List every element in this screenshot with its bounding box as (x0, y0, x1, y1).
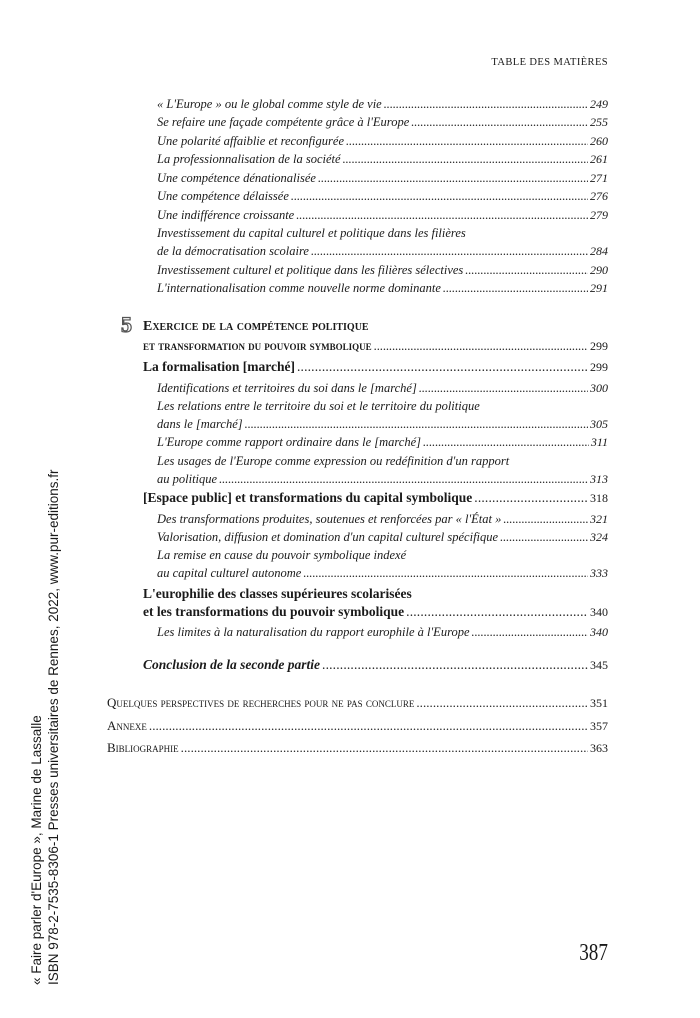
dot-leader (245, 415, 588, 433)
toc-entry-title: « L'Europe » ou le global comme style de vie (157, 97, 382, 111)
toc-entry-first-line: Investissement du capital culturel et politique dans les filières (157, 226, 466, 240)
toc-entry-title: Une compétence délaissée (157, 189, 289, 203)
dot-leader (296, 206, 588, 224)
page-number: 387 (579, 940, 608, 966)
toc-entry-title: Une polarité affaiblie et reconfigurée (157, 134, 344, 148)
dot-leader (416, 694, 588, 712)
back-matter-entry (107, 717, 608, 735)
toc-entry-page: 340 (590, 625, 608, 639)
dot-leader (346, 132, 588, 150)
conclusion-title: Conclusion de la seconde partie (143, 657, 321, 672)
back-matter-entry (107, 694, 608, 712)
toc-entry-title: Valorisation, diffusion et domination d'un capital culturel spécifique (157, 530, 499, 544)
dot-leader (297, 358, 588, 376)
dot-leader (474, 489, 588, 507)
dot-leader (181, 739, 588, 757)
toc-entry (157, 528, 608, 546)
credit-line-2: ISBN 978-2-7535-8306-1 Presses universitaires de Rennes, 2022, www.pur-editions.fr (46, 469, 61, 985)
dot-leader (303, 564, 588, 582)
dot-leader (406, 603, 588, 621)
toc-entry-page: 363 (590, 741, 608, 755)
toc-entry (157, 379, 608, 397)
toc-entry (157, 206, 608, 224)
chapter-title-entry (143, 337, 608, 355)
toc-entry-page: 345 (590, 658, 608, 672)
toc-entry-page: 276 (590, 189, 608, 203)
back-matter-title: Bibliographie (107, 740, 179, 755)
dot-leader (343, 150, 588, 168)
toc-entry (157, 623, 608, 641)
toc-entry-page: 300 (590, 381, 608, 395)
toc-entry-title: Une indifférence croissante (157, 208, 295, 222)
dot-leader (374, 337, 588, 355)
toc-entry-title: de la démocratisation scolaire (157, 244, 309, 258)
toc-entry (157, 415, 608, 433)
toc-entry-page: 305 (590, 417, 608, 431)
toc-entry (157, 169, 608, 187)
back-matter-title: Annexe (107, 718, 147, 733)
toc-entry-title: dans le [marché] (157, 417, 243, 431)
back-matter-title: Quelques perspectives de recherches pour ne pas conclure (107, 695, 415, 710)
toc-entry (157, 261, 608, 279)
section-entry (143, 489, 608, 507)
dot-leader (149, 717, 588, 735)
toc-entry-page: 260 (590, 134, 608, 148)
section-entry (143, 603, 608, 621)
toc-entry-page: 318 (590, 491, 608, 505)
back-matter-entry (107, 739, 608, 757)
toc-entry (157, 564, 608, 582)
toc-entry-title: Identifications et territoires du soi dans le [marché] (157, 381, 417, 395)
toc-entry-page: 290 (590, 263, 608, 277)
section-title: [Espace public] et transformations du capital symbolique (143, 490, 473, 505)
toc-entry-page: 284 (590, 244, 608, 258)
section-title: et les transformations du pouvoir symbolique (143, 604, 405, 619)
toc-entry-page: 261 (590, 152, 608, 166)
toc-entry-page: 299 (590, 360, 608, 374)
toc-entry-first-line: Les relations entre le territoire du soi et le territoire du politique (157, 399, 480, 413)
publisher-credit (28, 85, 62, 985)
section-title-first-line: L'europhilie des classes supérieures scolarisées (143, 586, 412, 601)
toc-entry-title: au politique (157, 472, 218, 486)
credit-line-1: « Faire parler d'Europe », Marine de Lassalle (29, 715, 44, 985)
toc-entry-title: Les limites à la naturalisation du rapport europhile à l'Europe (157, 625, 470, 639)
toc-entry-page: 311 (590, 435, 608, 449)
toc-entry-title: L'Europe comme rapport ordinaire dans le [marché] (157, 435, 421, 449)
dot-leader (472, 623, 588, 641)
toc-entry (157, 150, 608, 168)
toc-entry-page: 333 (590, 566, 608, 580)
section-title: La formalisation [marché] (143, 359, 295, 374)
toc-entry-page: 291 (590, 281, 608, 295)
toc-entry (157, 95, 608, 113)
toc-entry-first-line: Les usages de l'Europe comme expression ou redéfinition d'un rapport (157, 454, 510, 468)
section-entry (143, 358, 608, 376)
toc-entry-title: La professionnalisation de la société (157, 152, 341, 166)
dot-leader (318, 169, 588, 187)
toc-entry (157, 510, 608, 528)
dot-leader (291, 187, 588, 205)
chapter-number: 5 (121, 312, 132, 337)
running-head: TABLE DES MATIÈRES (491, 57, 608, 68)
chapter-title-line2: et transformation du pouvoir symbolique (143, 339, 372, 353)
toc-entry (157, 242, 608, 260)
toc-entry-title: Une compétence dénationalisée (157, 171, 316, 185)
toc-entry-title: Des transformations produites, soutenues et renforcées par « l'État » (157, 512, 502, 526)
dot-leader (411, 113, 588, 131)
conclusion-entry (143, 656, 608, 674)
toc-entry (157, 187, 608, 205)
dot-leader (322, 656, 588, 674)
toc-entry-page: 321 (590, 512, 608, 526)
toc-entry-title: Se refaire une façade compétente grâce à l'Europe (157, 115, 410, 129)
toc-entry (157, 279, 608, 297)
toc-entry (157, 433, 608, 451)
toc-entry (157, 132, 608, 150)
toc-entry-page: 255 (590, 115, 608, 129)
toc-entry-title: au capital culturel autonome (157, 566, 302, 580)
dot-leader (500, 528, 588, 546)
dot-leader (419, 379, 588, 397)
toc-entry-page: 351 (590, 696, 608, 710)
toc-entry-title: L'internationalisation comme nouvelle norme dominante (157, 281, 441, 295)
toc-entry-page: 313 (590, 472, 608, 486)
toc-entry-first-line: La remise en cause du pouvoir symbolique indexé (157, 548, 407, 562)
toc-entry-page: 324 (590, 530, 608, 544)
toc-entry (157, 470, 608, 488)
dot-leader (465, 261, 588, 279)
toc-entry-title: Investissement culturel et politique dans les filières sélectives (157, 263, 464, 277)
dot-leader (219, 470, 588, 488)
toc-entry-page: 279 (590, 208, 608, 222)
dot-leader (384, 95, 588, 113)
toc-entry (157, 113, 608, 131)
toc-entry-page: 299 (590, 339, 608, 353)
toc-entry-page: 357 (590, 719, 608, 733)
dot-leader (311, 242, 588, 260)
chapter-title-line1: Exercice de la compétence politique (143, 319, 369, 334)
toc-entry-page: 340 (590, 605, 608, 619)
toc-entry-page: 271 (590, 171, 608, 185)
dot-leader (443, 279, 588, 297)
dot-leader (423, 433, 589, 451)
dot-leader (503, 510, 588, 528)
toc-entry-page: 249 (590, 97, 608, 111)
